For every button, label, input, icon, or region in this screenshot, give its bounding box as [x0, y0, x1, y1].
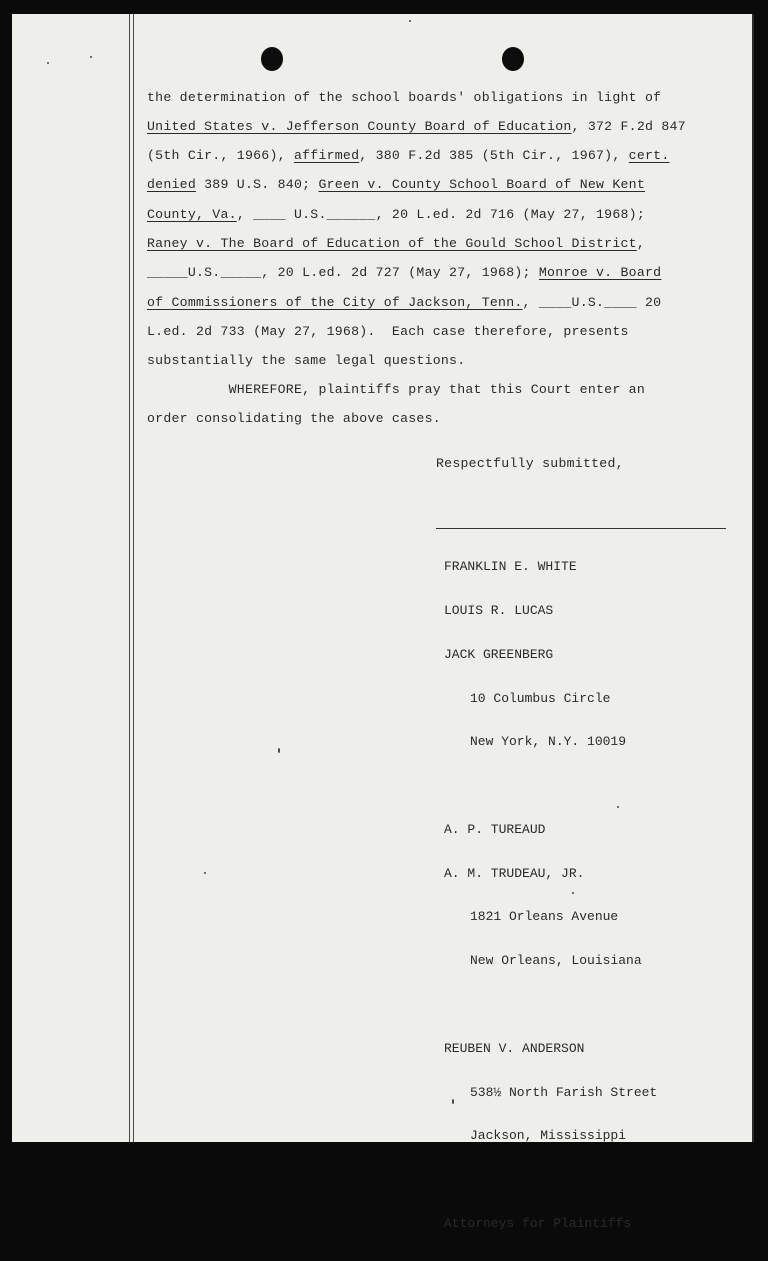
- speck: [617, 806, 619, 808]
- signature-block: [444, 531, 657, 1261]
- document-page: [12, 14, 754, 1231]
- attorney-name: REUBEN V. ANDERSON: [444, 1040, 585, 1056]
- case-name-green: Green v. County School Board of New Kent: [318, 177, 646, 192]
- attorney-name: A. P. TUREAUD: [444, 821, 546, 837]
- text-line-9: L.ed. 2d 733 (May 27, 1968). Each case therefore, presents: [147, 324, 629, 339]
- address-line: New York, N.Y. 10019: [470, 734, 627, 750]
- speck: [572, 892, 574, 894]
- attorney-role: Attorneys for Plaintiffs: [444, 1215, 632, 1231]
- address-line: 10 Columbus Circle: [470, 690, 611, 706]
- speck: [452, 1099, 454, 1104]
- address-line: 538½ North Farish Street: [470, 1084, 658, 1100]
- signature-line: [436, 528, 726, 529]
- text-line-5: County, Va., ____ U.S.______, 20 L.ed. 2d 716 (May 27, 1968);: [147, 207, 646, 222]
- speck: [47, 62, 49, 64]
- page-edge: [752, 14, 754, 1142]
- text-line-6: Raney v. The Board of Education of the Gould School District,: [147, 236, 645, 251]
- address-line: Jackson, Mississippi: [470, 1128, 627, 1144]
- text-line-4: denied 389 U.S. 840; Green v. County School Board of New Kent: [147, 177, 646, 192]
- address-line: 1821 Orleans Avenue: [470, 909, 619, 925]
- text-line-7: _____U.S._____, 20 L.ed. 2d 727 (May 27, 1968); Monroe v. Board: [147, 265, 662, 280]
- text-line-3: (5th Cir., 1966), affirmed, 380 F.2d 385 (5th Cir., 1967), cert.: [147, 148, 670, 163]
- text-line-8: of Commissioners of the City of Jackson, Tenn., ____U.S.____ 20: [147, 295, 662, 310]
- speck: [278, 748, 280, 753]
- case-name-monroe: Monroe v. Board: [538, 265, 662, 280]
- text-line-12: order consolidating the above cases.: [147, 411, 441, 426]
- margin-rule-right: [133, 14, 134, 1142]
- case-name-jefferson: United States v. Jefferson County Board of Education: [147, 119, 572, 134]
- attorney-name: JACK GREENBERG: [444, 646, 554, 662]
- case-name-raney: Raney v. The Board of Education of the Gould School District: [147, 236, 637, 251]
- speck: [204, 872, 206, 874]
- punch-hole-left: [261, 47, 283, 71]
- text-line-10: substantially the same legal questions.: [147, 353, 466, 368]
- text-line-11: WHEREFORE, plaintiffs pray that this Court enter an: [147, 382, 645, 397]
- attorney-name: FRANKLIN E. WHITE: [444, 559, 577, 575]
- punch-hole-right: [502, 47, 524, 71]
- closing-line: Respectfully submitted,: [436, 456, 624, 471]
- speck: [409, 20, 411, 22]
- text-line-1: the determination of the school boards' obligations in light of: [147, 90, 662, 105]
- margin-rule-left: [129, 14, 130, 1142]
- text-line-2: United States v. Jefferson County Board of Education, 372 F.2d 847: [147, 119, 686, 134]
- attorney-name: LOUIS R. LUCAS: [444, 602, 554, 618]
- attorney-name: A. M. TRUDEAU, JR.: [444, 865, 585, 881]
- address-line: New Orleans, Louisiana: [470, 953, 642, 969]
- speck: [90, 56, 92, 58]
